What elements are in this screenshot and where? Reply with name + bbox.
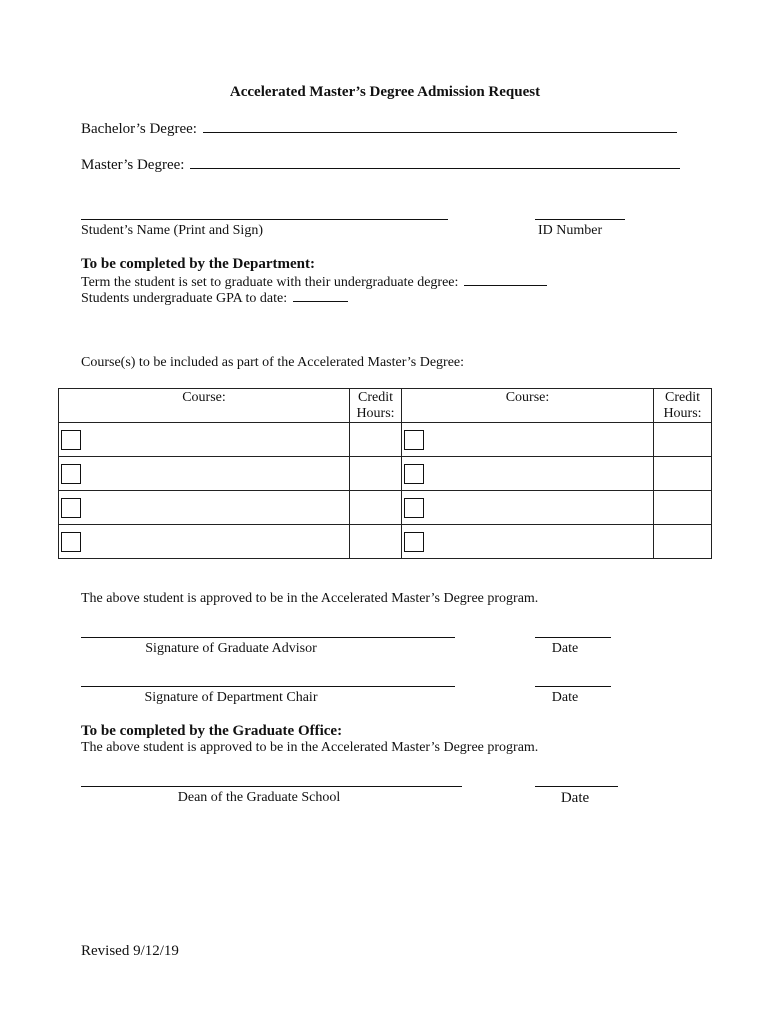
course-cell[interactable] (59, 491, 350, 525)
department-heading: To be completed by the Department: (81, 256, 316, 272)
page-title: Accelerated Master’s Degree Admission Request (229, 84, 541, 100)
credit-hours-cell[interactable] (654, 525, 712, 559)
gpa-label: Students undergraduate GPA to date: (81, 291, 288, 306)
masters-degree-row (81, 156, 680, 174)
course-header-left: Course: (59, 389, 350, 423)
dean-signature-caption: Dean of the Graduate School (177, 790, 341, 805)
term-label: Term the student is set to graduate with their undergraduate degree: (81, 275, 459, 290)
approval-text: The above student is approved to be in the Accelerated Master’s Degree program. (81, 591, 539, 606)
credit-hours-cell[interactable] (654, 457, 712, 491)
id-number-field[interactable] (535, 219, 625, 220)
masters-degree-label: Master’s Degree: (81, 157, 185, 173)
dean-date-field[interactable] (535, 786, 618, 787)
chair-date-field[interactable] (535, 686, 611, 687)
gpa-row (81, 289, 348, 307)
gpa-field[interactable] (293, 289, 348, 302)
credit-hours-cell[interactable] (350, 525, 402, 559)
chair-signature-caption: Signature of Department Chair (144, 690, 318, 705)
dean-date-caption: Date (560, 790, 590, 806)
chair-signature-field[interactable] (81, 686, 455, 687)
id-number-caption: ID Number (538, 223, 603, 238)
credit-hours-cell[interactable] (350, 491, 402, 525)
credit-hours-cell[interactable] (350, 423, 402, 457)
credit-hours-cell[interactable] (654, 491, 712, 525)
credit-header-left: Credit Hours: (350, 389, 402, 423)
bachelors-degree-field[interactable] (203, 120, 677, 133)
course-cell[interactable] (402, 423, 654, 457)
advisor-date-caption: Date (551, 641, 579, 656)
revised-date: Revised 9/12/19 (81, 943, 179, 959)
courses-intro: Course(s) to be included as part of the Accelerated Master’s Degree: (81, 355, 465, 370)
graduate-office-heading: To be completed by the Graduate Office: (81, 723, 343, 739)
table-row (59, 491, 712, 525)
table-row (59, 525, 712, 559)
course-checkbox[interactable] (404, 498, 424, 518)
course-checkbox[interactable] (404, 464, 424, 484)
student-name-caption: Student’s Name (Print and Sign) (81, 223, 263, 238)
course-cell[interactable] (59, 457, 350, 491)
advisor-signature-caption: Signature of Graduate Advisor (145, 641, 317, 656)
course-header-right: Course: (402, 389, 654, 423)
course-cell[interactable] (402, 525, 654, 559)
chair-date-caption: Date (551, 690, 579, 705)
courses-table-header (59, 389, 712, 423)
course-cell[interactable] (402, 457, 654, 491)
table-row (59, 457, 712, 491)
course-checkbox[interactable] (404, 430, 424, 450)
course-cell[interactable] (402, 491, 654, 525)
student-name-field[interactable] (81, 219, 448, 220)
advisor-signature-field[interactable] (81, 637, 455, 638)
courses-table (58, 388, 712, 559)
table-row (59, 423, 712, 457)
credit-header-right: Credit Hours: (654, 389, 712, 423)
credit-hours-cell[interactable] (654, 423, 712, 457)
masters-degree-field[interactable] (190, 156, 680, 169)
bachelors-degree-label: Bachelor’s Degree: (81, 121, 197, 137)
graduate-approval-text: The above student is approved to be in the Accelerated Master’s Degree program. (81, 740, 539, 755)
bachelors-degree-row (81, 120, 677, 138)
course-checkbox[interactable] (61, 464, 81, 484)
course-cell[interactable] (59, 423, 350, 457)
advisor-date-field[interactable] (535, 637, 611, 638)
course-checkbox[interactable] (404, 532, 424, 552)
course-checkbox[interactable] (61, 532, 81, 552)
course-cell[interactable] (59, 525, 350, 559)
credit-hours-cell[interactable] (350, 457, 402, 491)
graduation-term-field[interactable] (464, 273, 547, 286)
course-checkbox[interactable] (61, 498, 81, 518)
dean-signature-field[interactable] (81, 786, 462, 787)
course-checkbox[interactable] (61, 430, 81, 450)
